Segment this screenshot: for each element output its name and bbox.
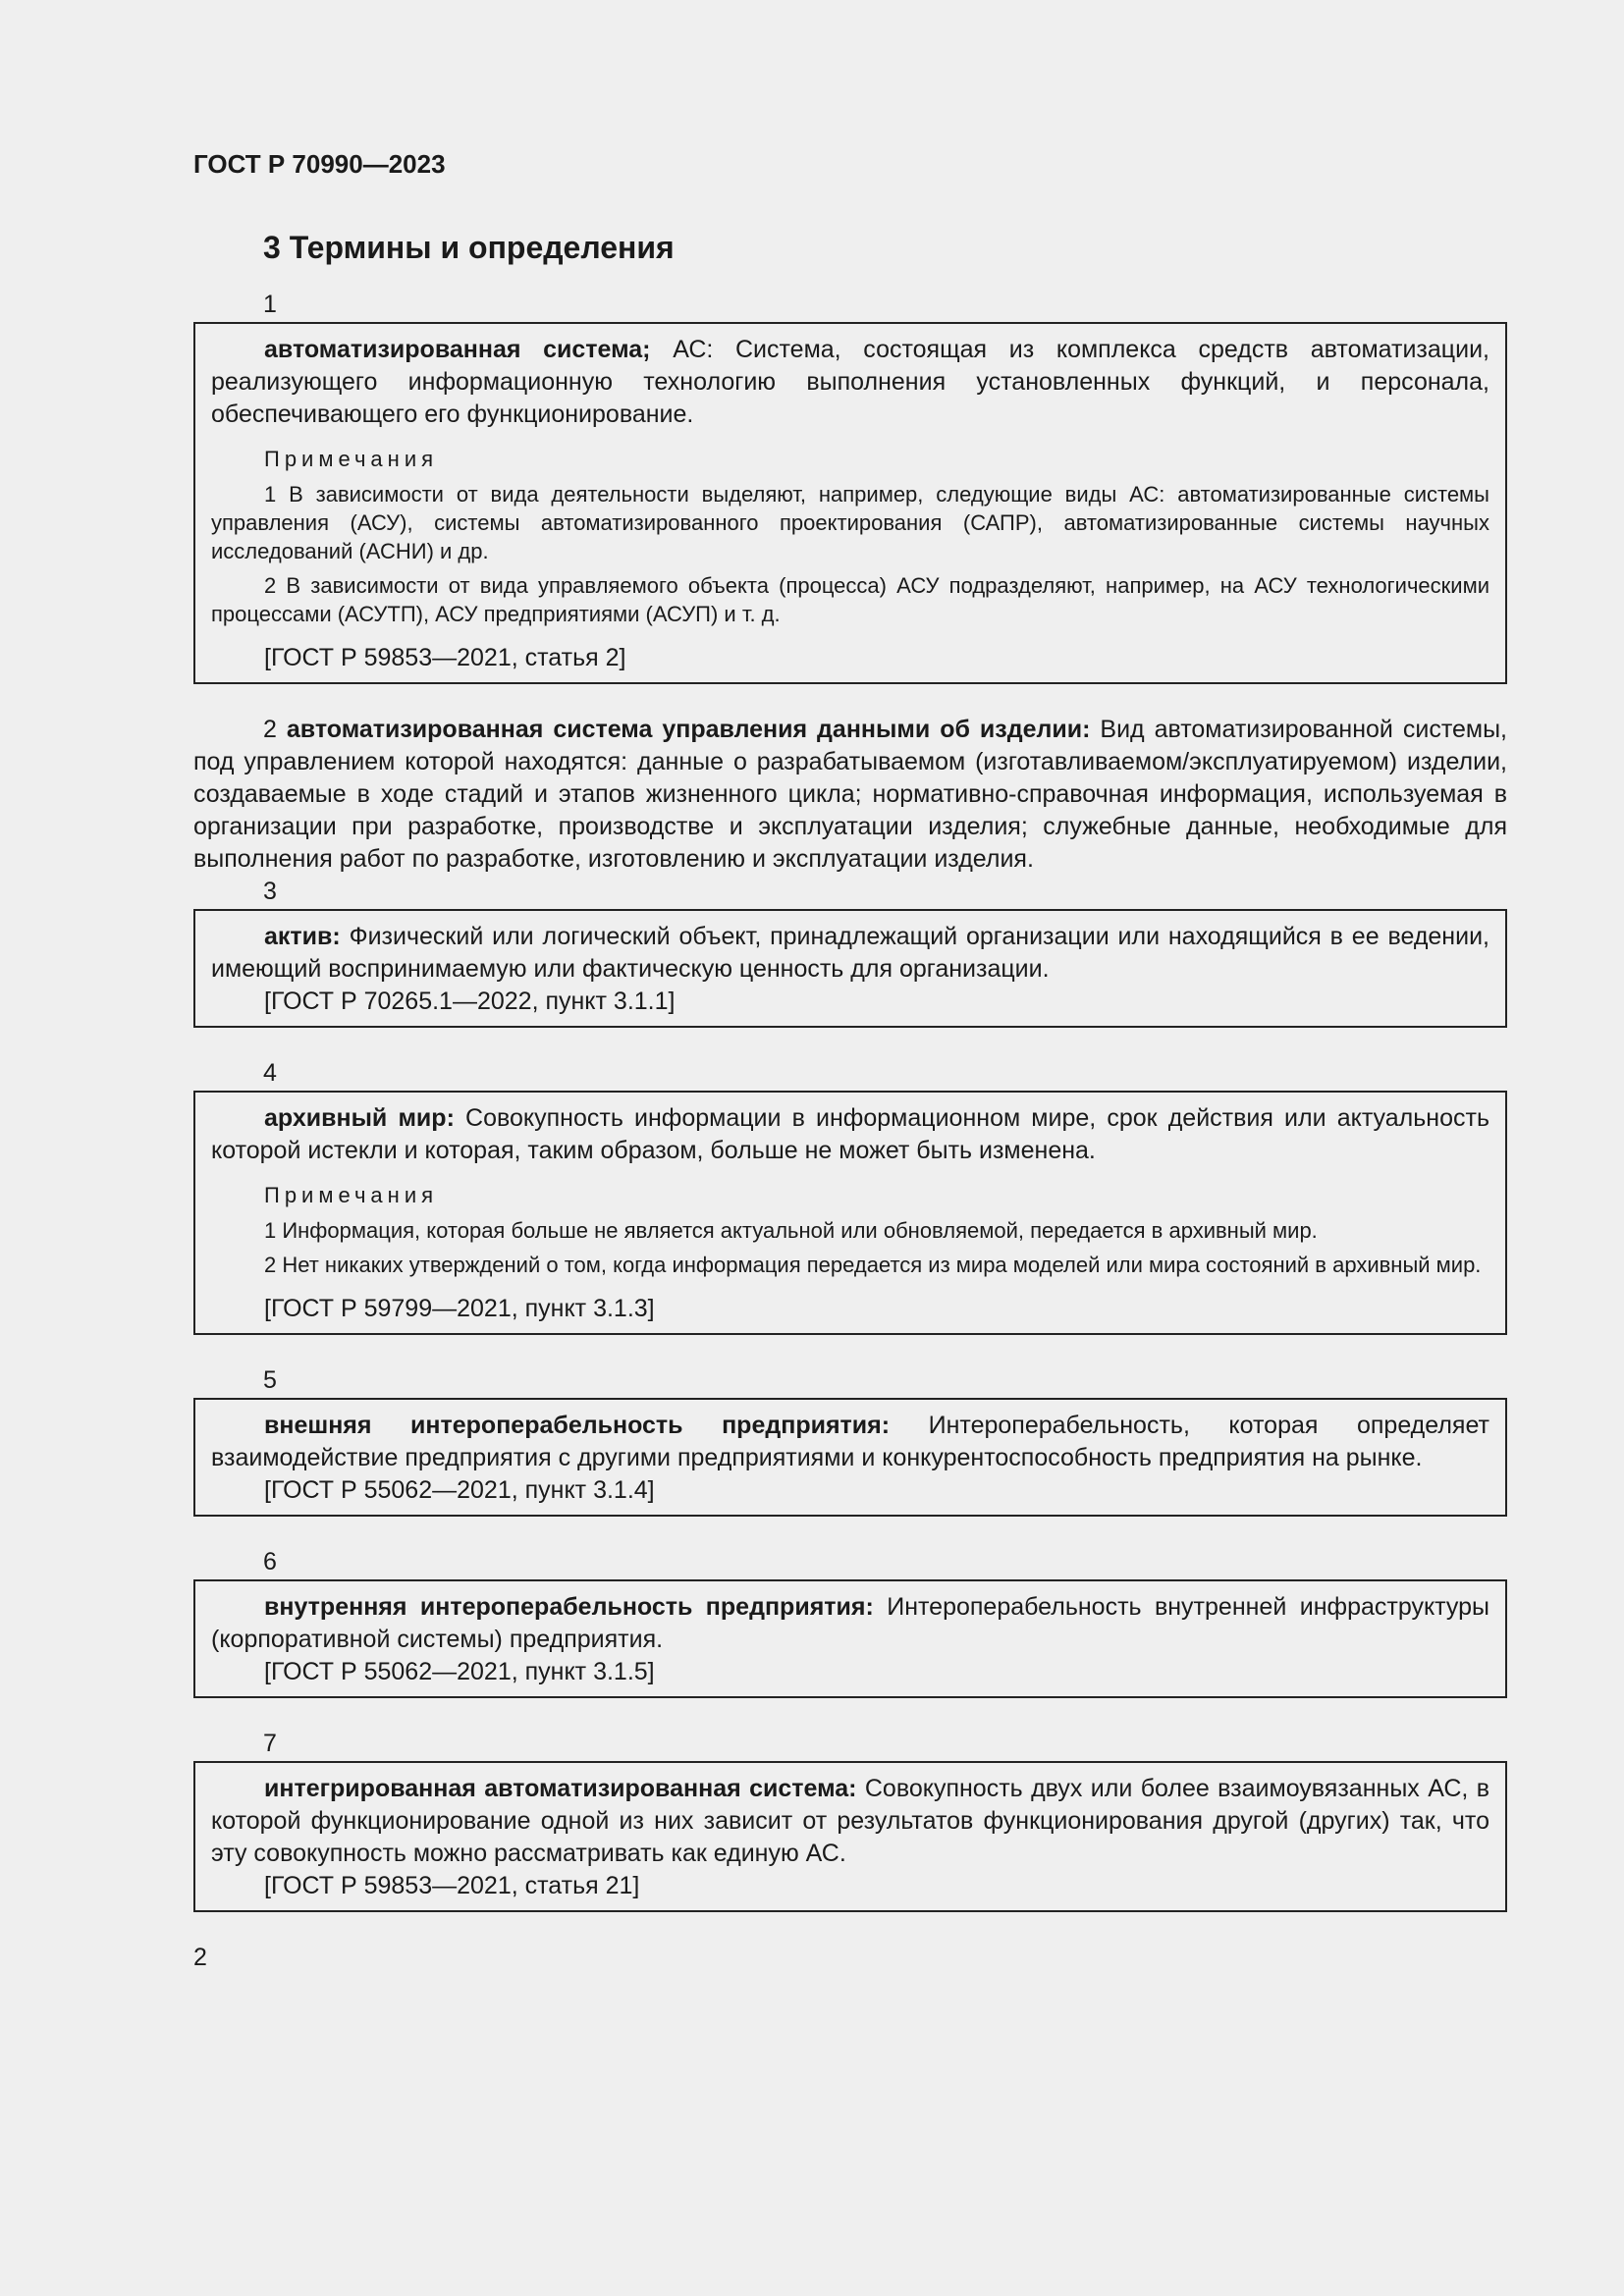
definition	[211, 334, 1489, 431]
source-reference: [ГОСТ Р 59799—2021, пункт 3.1.3]	[264, 1295, 655, 1322]
section-title: 3 Термины и определения	[263, 230, 675, 265]
source-reference: [ГОСТ Р 59853—2021, статья 2]	[264, 644, 626, 671]
term: автоматизированная система;	[264, 336, 651, 363]
term-entry-5	[193, 1364, 1507, 1517]
definition-text: Совокупность информации в информационном мире, срок действия или актуальность которой истекли и которая, таким образом, больше не может быть изменена.	[211, 1104, 1489, 1164]
term-entry-7	[193, 1728, 1507, 1912]
term: внешняя интероперабельность предприятия:	[264, 1412, 891, 1439]
definition-box	[193, 1579, 1507, 1698]
definition	[211, 1410, 1489, 1474]
notes-title: Примечания	[264, 1183, 439, 1207]
note-2: 2 В зависимости от вида управляемого объекта (процесса) АСУ подразделяют, например, на АСУ технологическими процессами (АСУТП), АСУ предприятиями (АСУП) и т. д.	[211, 573, 1489, 626]
definition	[193, 714, 1507, 876]
term-entry-1	[193, 289, 1507, 684]
document-code: ГОСТ Р 70990—2023	[193, 149, 446, 179]
page-number: 2	[193, 1944, 207, 1971]
definition-box	[193, 909, 1507, 1028]
term: автоматизированная система управления данными об изделии:	[286, 716, 1091, 743]
document-page	[193, 147, 1507, 1973]
entry-number: 2	[263, 716, 277, 743]
definition-text: Вид автоматизированной системы, под управлением которой находятся: данные о разрабатываемом (изготавливаемом/эксплуатируемом) изделии, создаваемые в ходе стадий и этапов жизненного цикла; нормативно-справочная информация, используемая в организации при разработке, производстве и эксплуатации изделия; служебные данные, необходимые для выполнения работ по разработке, изготовлению и эксплуатации изделия.	[193, 716, 1507, 873]
definition-text: Совокупность двух или более взаимоувязанных АС, в которой функционирование одной из них зависит от результатов функционирования другой (других) так, что эту совокупность можно рассматривать как единую АС.	[211, 1775, 1489, 1867]
definition-box	[193, 1761, 1507, 1912]
term-entry-2	[193, 714, 1507, 876]
definition	[211, 1591, 1489, 1656]
definition-text: Физический или логический объект, принадлежащий организации или находящийся в ее ведении, имеющий воспринимаемую или фактическую ценность для организации.	[211, 923, 1489, 983]
definition	[211, 1102, 1489, 1167]
note-1: 1 Информация, которая больше не является актуальной или обновляемой, передается в архивный мир.	[264, 1218, 1318, 1243]
notes-title: Примечания	[264, 447, 439, 471]
term: архивный мир:	[264, 1104, 455, 1132]
entry-number: 6	[263, 1548, 277, 1575]
term: интегрированная автоматизированная система:	[264, 1775, 857, 1802]
entry-number: 3	[263, 878, 277, 905]
term-entry-4	[193, 1057, 1507, 1335]
note-1: 1 В зависимости от вида деятельности выделяют, например, следующие виды АС: автоматизированные системы управления (АСУ), системы автоматизированного проектирования (САПР), автоматизированные системы научных исследований (АСНИ) и др.	[211, 482, 1489, 563]
definition-text: Интероперабельность, которая определяет взаимодействие предприятия с другими предприятиями и конкурентоспособность предприятия на рынке.	[211, 1412, 1489, 1471]
source-reference: [ГОСТ Р 55062—2021, пункт 3.1.5]	[264, 1658, 655, 1685]
entry-number: 5	[263, 1366, 277, 1394]
definition	[211, 1773, 1489, 1870]
definition-box	[193, 322, 1507, 684]
definition-box	[193, 1091, 1507, 1335]
entry-number: 4	[263, 1059, 277, 1087]
source-reference: [ГОСТ Р 55062—2021, пункт 3.1.4]	[264, 1476, 655, 1504]
definition-text: АС: Система, состоящая из комплекса средств автоматизации, реализующего информационную технологию выполнения установленных функций, и персонала, обеспечивающего его функционирование.	[211, 336, 1489, 428]
entry-number: 1	[263, 291, 277, 318]
term-entry-6	[193, 1546, 1507, 1698]
definition-box	[193, 1398, 1507, 1517]
source-reference: [ГОСТ Р 59853—2021, статья 21]	[264, 1872, 640, 1899]
note-2: 2 Нет никаких утверждений о том, когда информация передается из мира моделей или мира состояний в архивный мир.	[264, 1253, 1482, 1277]
term: внутренняя интероперабельность предприятия:	[264, 1593, 874, 1621]
entry-number: 7	[263, 1730, 277, 1757]
source-reference: [ГОСТ Р 70265.1—2022, пункт 3.1.1]	[264, 988, 676, 1015]
term: актив:	[264, 923, 341, 950]
definition	[211, 921, 1489, 986]
term-entry-3	[193, 876, 1507, 1028]
definition-text: Интероперабельность внутренней инфраструктуры (корпоративной системы) предприятия.	[211, 1593, 1489, 1653]
